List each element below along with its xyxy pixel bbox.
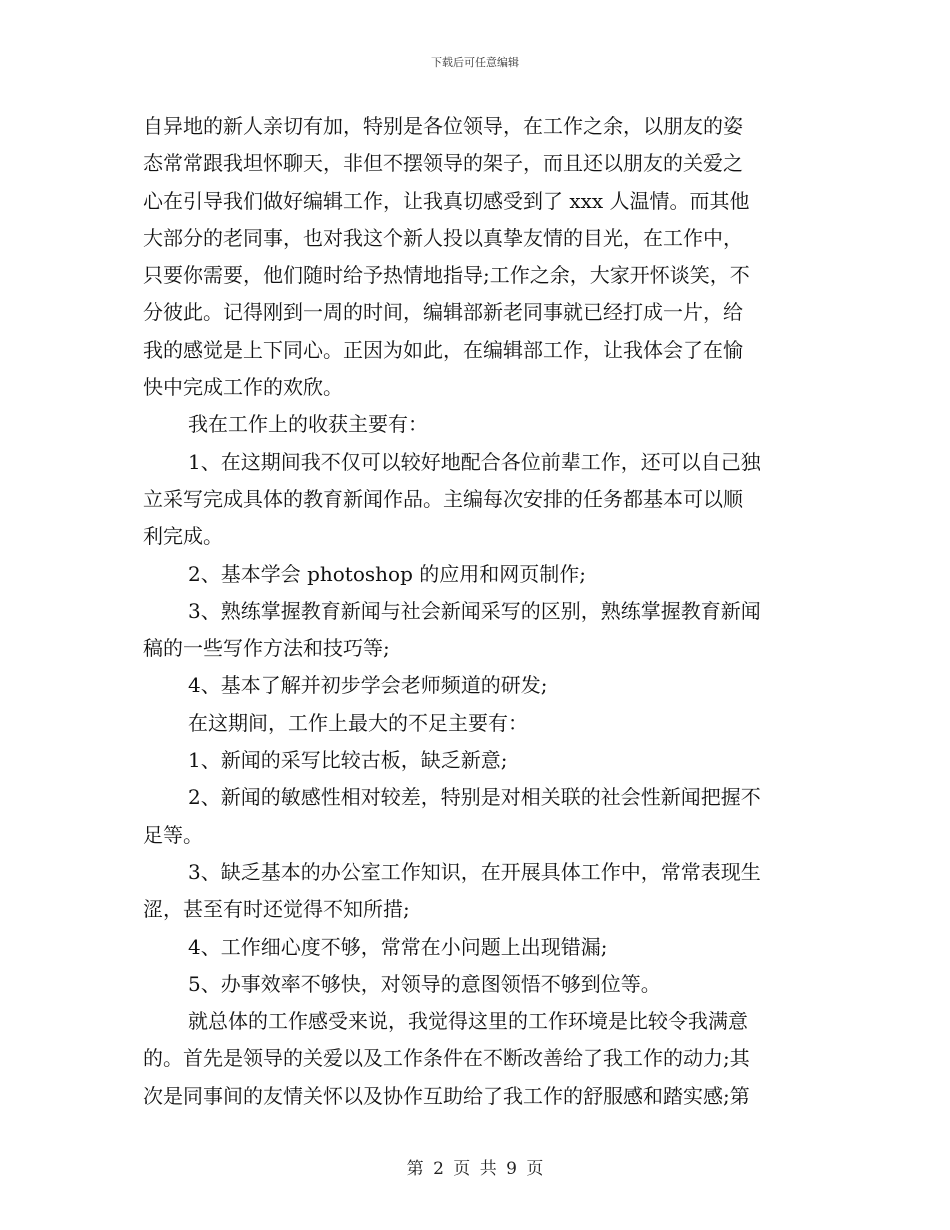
- text-line: 足等。: [143, 822, 203, 847]
- text-line: 1、新闻的采写比较古板，缺乏新意;: [188, 748, 508, 773]
- text-line: 3、缺乏基本的办公室工作知识，在开展具体工作中，常常表现生: [188, 859, 761, 884]
- page-header: 下载后可任意编辑: [431, 56, 519, 69]
- text-line: 心在引导我们做好编辑工作，让我真切感受到了 xxx 人温情。而其他: [143, 188, 750, 213]
- text-line: 态常常跟我坦怀聊天，非但不摆领导的架子，而且还以朋友的关爱之: [143, 151, 743, 176]
- text-line: 次是同事间的友情关怀以及协作互助给了我工作的舒服感和踏实感;第: [143, 1083, 750, 1108]
- text-line: 4、基本了解并初步学会老师频道的研发;: [188, 673, 548, 698]
- text-line: 立采写完成具体的教育新闻作品。主编每次安排的任务都基本可以顺: [143, 486, 743, 511]
- text-line: 的。首先是领导的关爱以及工作条件在不断改善给了我工作的动力;其: [143, 1046, 750, 1071]
- text-line: 在这期间，工作上最大的不足主要有：: [188, 710, 528, 735]
- text-line: 大部分的老同事，也对我这个新人投以真挚友情的目光，在工作中，: [143, 225, 743, 250]
- text-line: 2、基本学会 photoshop 的应用和网页制作;: [188, 561, 586, 586]
- text-line: 5、办事效率不够快，对领导的意图领悟不够到位等。: [188, 971, 661, 996]
- text-line: 3、熟练掌握教育新闻与社会新闻采写的区别，熟练掌握教育新闻: [188, 598, 761, 623]
- text-line: 我的感觉是上下同心。正因为如此，在编辑部工作，让我体会了在愉: [143, 337, 743, 362]
- body-text: [143, 108, 808, 1115]
- text-line: 1、在这期间我不仅可以较好地配合各位前辈工作，还可以自己独: [188, 449, 761, 474]
- text-line: 稿的一些写作方法和技巧等;: [143, 636, 390, 661]
- text-line: 快中完成工作的欢欣。: [143, 375, 343, 400]
- text-line: 2、新闻的敏感性相对较差，特别是对相关联的社会性新闻把握不: [188, 785, 761, 810]
- text-line: 利完成。: [143, 524, 223, 549]
- text-line: 自异地的新人亲切有加，特别是各位领导，在工作之余，以朋友的姿: [143, 114, 743, 138]
- text-line: 涩，甚至有时还觉得不知所措;: [143, 897, 410, 922]
- text-line: 我在工作上的收获主要有：: [188, 412, 428, 437]
- page-footer: 第 2 页 共 9 页: [406, 1159, 544, 1179]
- text-line: 就总体的工作感受来说，我觉得这里的工作环境是比较令我满意: [188, 1009, 748, 1034]
- text-line: 4、工作细心度不够，常常在小问题上出现错漏;: [188, 934, 608, 959]
- text-line: 只要你需要，他们随时给予热情地指导;工作之余，大家开怀谈笑，不: [143, 263, 750, 288]
- text-line: 分彼此。记得刚到一周的时间，编辑部新老同事就已经打成一片，给: [143, 300, 743, 325]
